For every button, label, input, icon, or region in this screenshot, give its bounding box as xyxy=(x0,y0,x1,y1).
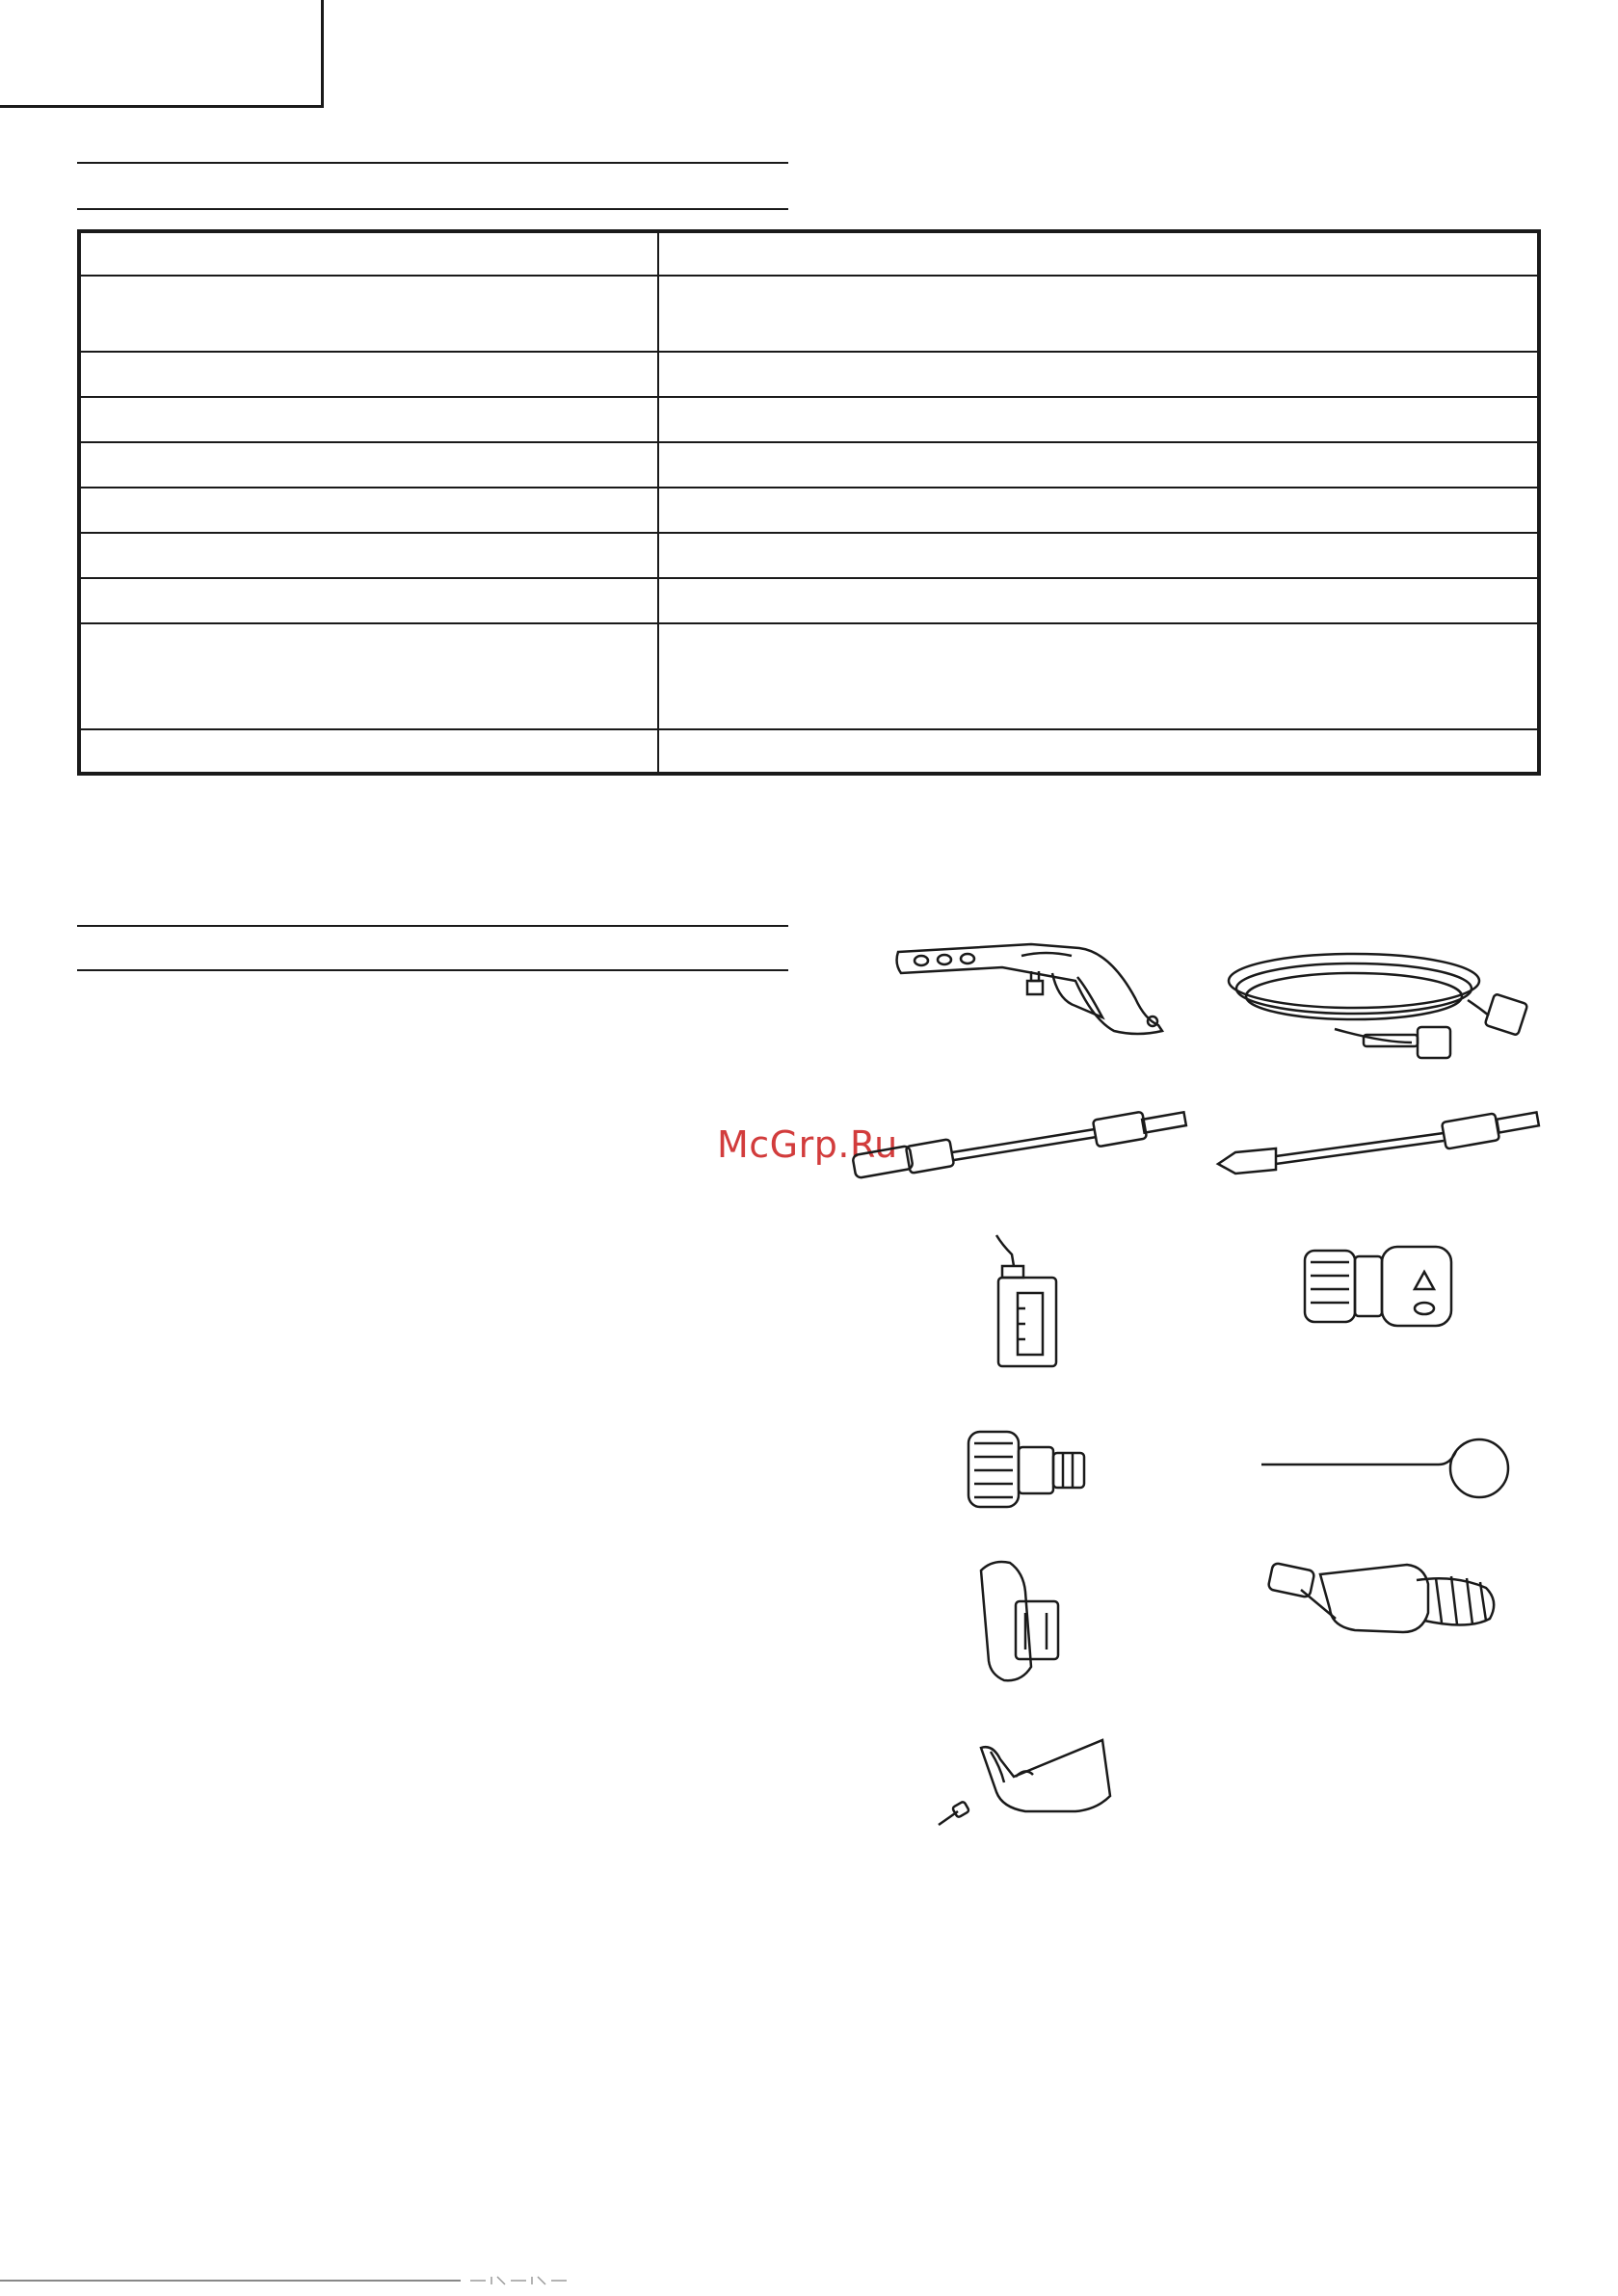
lance-holder-clip-icon xyxy=(964,1553,1079,1688)
turbo-lance-icon xyxy=(1212,1104,1545,1191)
footer-rule xyxy=(0,2280,461,2282)
spec-value xyxy=(658,729,1539,774)
table-row xyxy=(79,231,1539,276)
table-row xyxy=(79,729,1539,774)
page-corner-box xyxy=(0,0,324,108)
spec-label xyxy=(79,442,658,488)
specifications-table xyxy=(77,229,1541,776)
section-rule-top xyxy=(77,162,788,164)
accessories-rule-top xyxy=(77,925,788,927)
table-row xyxy=(79,578,1539,623)
crank-handle-icon xyxy=(1262,1555,1503,1661)
table-row xyxy=(79,442,1539,488)
table-row xyxy=(79,397,1539,442)
table-row xyxy=(79,276,1539,352)
spec-value xyxy=(658,397,1539,442)
section-rule-bottom xyxy=(77,208,788,210)
table-row xyxy=(79,623,1539,729)
inlet-adapter-icon xyxy=(959,1422,1094,1518)
spec-value xyxy=(658,442,1539,488)
spec-label xyxy=(79,488,658,533)
spec-label xyxy=(79,623,658,729)
spec-value xyxy=(658,276,1539,352)
spec-value xyxy=(658,533,1539,578)
detergent-bottle-icon xyxy=(983,1229,1079,1374)
spec-value xyxy=(658,623,1539,729)
spec-label xyxy=(79,533,658,578)
table-row xyxy=(79,488,1539,533)
high-pressure-hose-icon xyxy=(1219,942,1547,1077)
hose-guide-bracket-icon xyxy=(933,1734,1126,1850)
spec-value xyxy=(658,231,1539,276)
spec-label xyxy=(79,729,658,774)
spec-label xyxy=(79,276,658,352)
spray-lance-icon xyxy=(848,1104,1195,1191)
spec-label xyxy=(79,352,658,397)
spec-value xyxy=(658,578,1539,623)
nozzle-cleaning-needle-icon xyxy=(1258,1422,1523,1518)
accessories-rule-bottom xyxy=(77,969,788,971)
spec-label xyxy=(79,578,658,623)
spec-value xyxy=(658,352,1539,397)
footer-print-marks xyxy=(466,2274,582,2287)
spec-value xyxy=(658,488,1539,533)
table-row xyxy=(79,533,1539,578)
watermark-text: McGrp.Ru xyxy=(717,1123,898,1166)
trigger-gun-icon xyxy=(887,923,1176,1039)
spec-label xyxy=(79,231,658,276)
spec-label xyxy=(79,397,658,442)
table-row xyxy=(79,352,1539,397)
hose-connector-icon xyxy=(1291,1233,1465,1339)
